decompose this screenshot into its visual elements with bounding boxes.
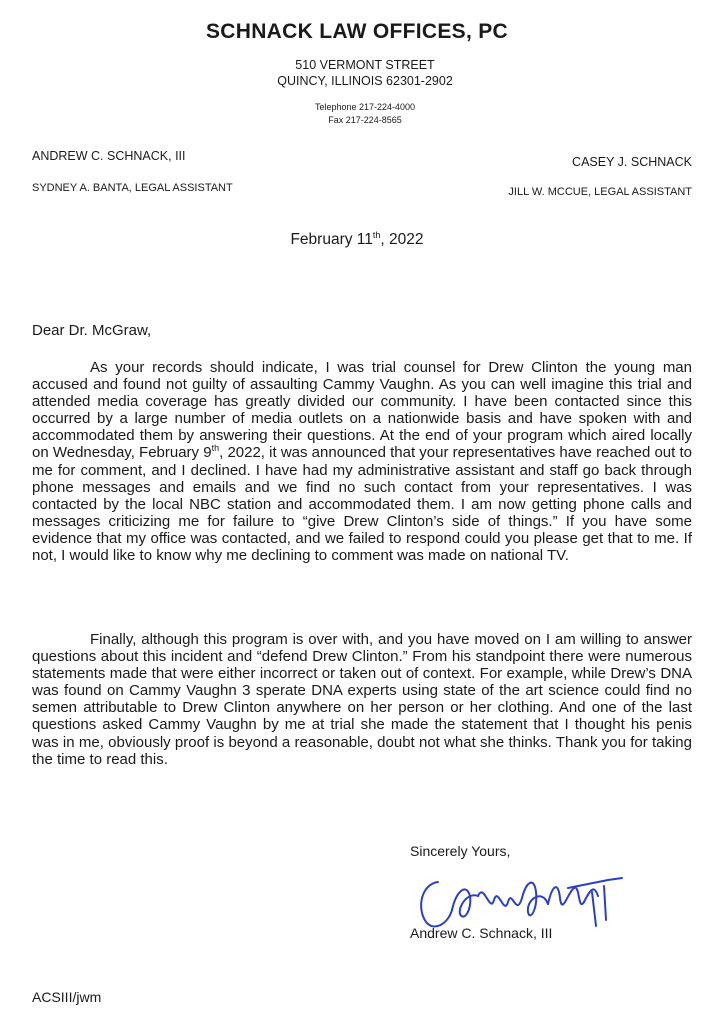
p1-text-b: , 2022, it was announced that your representatives have reached out to me for comment, and I declined. I have had my administrative assistant and staff go back through phone messages and emails and we find no such contact from your representatives. I was contacted by the local NBC station and accommodated them. I am now getting phone calls and messages criticizing me for failure to “give Drew Clinton’s side of things.” If you have some evidence that my office was contacted, and we failed to respond could you please get that to me. If not, I would like to know why me declining to comment was made on national TV.	[32, 444, 692, 565]
p1-ordinal: th	[211, 443, 220, 454]
valediction: Sincerely Yours,	[410, 843, 511, 859]
right-attorney: CASEY J. SCHNACK	[572, 155, 692, 169]
salutation: Dear Dr. McGraw,	[32, 322, 152, 339]
left-assistant: SYDNEY A. BANTA, LEGAL ASSISTANT	[32, 182, 233, 194]
fax: Fax 217-224-8565	[328, 115, 402, 125]
firm-name: SCHNACK LAW OFFICES, PC	[205, 20, 509, 43]
telephone: Telephone 217-224-4000	[314, 102, 416, 112]
typist-initials: ACSIII/jwm	[32, 989, 102, 1005]
letter-date	[0, 230, 714, 249]
date-month-day: February 11	[290, 231, 373, 249]
city-address: QUINCY, ILLINOIS 62301-2902	[277, 74, 453, 88]
body-paragraph-1	[32, 359, 692, 564]
right-assistant: JILL W. MCCUE, LEGAL ASSISTANT	[508, 186, 692, 198]
signer-name: Andrew C. Schnack, III	[410, 925, 553, 941]
date-ordinal: th	[372, 230, 381, 240]
street-address: 510 VERMONT STREET	[295, 58, 435, 72]
left-attorney: ANDREW C. SCHNACK, III	[32, 149, 186, 163]
date-year: , 2022	[380, 231, 424, 249]
p1-text-a: As your records should indicate, I was trial counsel for Drew Clinton the young man accused and found not guilty of assaulting Cammy Vaughn. As you can well imagine this trial and attended media coverage has greatly divided our community. I have been contacted since this occurred by a large number of media outlets on a nationwide basis and have spoken with and accommodated them by answering their questions. At the end of your program which aired locally on Wednesday, February 9	[32, 359, 692, 462]
body-paragraph-2: Finally, although this program is over with, and you have moved on I am willing to answer questions about this incident and “defend Drew Clinton.” From his standpoint there were numerous statements made that were either incorrect or taken out of context. For example, while Drew’s DNA was found on Cammy Vaughn 3 sperate DNA experts using state of the art science could find no semen attributable to Drew Clinton anywhere on her person or her clothing. And one of the last questions asked Cammy Vaughn by me at trial she made the statement that I thought his penis was in me, obviously proof is beyond a reasonable, doubt not what she thinks. Thank you for taking the time to read this.	[32, 631, 692, 768]
